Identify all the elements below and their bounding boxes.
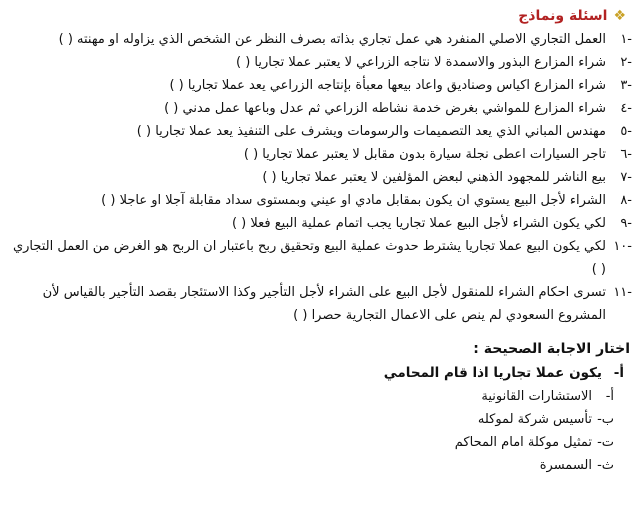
question-item <box>6 235 632 281</box>
mcq-options <box>6 385 632 477</box>
question-text: شراء المزارع للمواشي بغرض خدمة نشاطه الزراعي ثم عدل وباعها عمل مدني ( ) <box>164 101 606 116</box>
option-text: الاستشارات القانونية <box>481 389 592 404</box>
question-number: -٦ <box>620 147 632 162</box>
question-item <box>6 97 632 120</box>
multiple-choice-section <box>6 337 632 477</box>
question-item <box>6 281 632 327</box>
question-text: تسرى احكام الشراء للمنقول لأجل البيع على الشراء لأجل التأجير وكذا الاستئجار بقصد التأجير بالقياس لأن المشروع السعودي لم ينص على الاعمال التجارية حصرا ( ) <box>42 285 606 323</box>
title-row <box>6 4 632 28</box>
question-item <box>6 28 632 51</box>
question-number: -٤ <box>620 101 632 116</box>
true-false-questions <box>6 28 632 327</box>
question-text: الشراء لأجل البيع يستوي ان يكون بمقابل مادي او عيني وبمستوى سداد مقابلة آجلا او عاجلا ( ) <box>101 193 606 208</box>
option-letter: أ- <box>605 389 614 404</box>
page-title: اسئلة ونماذج <box>518 8 608 24</box>
question-item <box>6 166 632 189</box>
question-text: مهندس المباني الذي يعد التصميمات والرسومات ويشرف على التنفيذ يعد عملا تجاريا ( ) <box>136 124 606 139</box>
question-text: لكي يكون الشراء لأجل البيع عملا تجاريا يجب اتمام عملية البيع فعلا ( ) <box>231 216 606 231</box>
question-number: -٧ <box>620 170 632 185</box>
option-text: تأسيس شركة لموكله <box>477 412 592 427</box>
question-number: -١١ <box>613 285 632 300</box>
question-text: العمل التجاري الاصلي المنفرد هي عمل تجاري بذاته بصرف النظر عن الشخص الذي يزاوله او مهنته ( ) <box>58 32 606 47</box>
question-text: لكي يكون البيع عملا تجاريا يشترط حدوث عملية البيع وتحقيق ربح باعتبار ان الربح هو الغرض من العمل التجاري ( ) <box>12 239 606 277</box>
question-number: -١٠ <box>613 239 632 254</box>
question-number: -٢ <box>620 55 632 70</box>
question-text: بيع الناشر للمجهود الذهني لبعض المؤلفين لا يعتبر عملا تجاريا ( ) <box>262 170 606 185</box>
question-number: -٩ <box>620 216 632 231</box>
option-text: السمسرة <box>539 458 592 473</box>
question-number: -٨ <box>620 193 632 208</box>
question-text: شراء المزارع اكياس وصناديق واعاد بيعها معبأة بإنتاجه الزراعي يعد عملا تجاريا ( ) <box>169 78 606 93</box>
mcq-option <box>6 431 614 454</box>
question-item <box>6 120 632 143</box>
mcq-option <box>6 408 614 431</box>
question-item <box>6 189 632 212</box>
question-number: -٣ <box>620 78 632 93</box>
question-text: شراء المزارع البذور والاسمدة لا نتاجه الزراعي لا يعتبر عملا تجاريا ( ) <box>236 55 606 70</box>
diamond-bullet-icon: ❖ <box>613 8 626 24</box>
question-item <box>6 143 632 166</box>
question-number: -٥ <box>620 124 632 139</box>
question-text: تاجر السيارات اعطى نجلة سيارة بدون مقابل لا يعتبر عملا تجاريا ( ) <box>243 147 606 162</box>
option-text: تمثيل موكلة امام المحاكم <box>454 435 592 450</box>
document-page <box>6 4 632 506</box>
mcq-option <box>6 454 614 477</box>
mcq-question-letter: أ- <box>613 365 624 381</box>
mcq-question-text: يكون عملا تجاريا اذا قام المحامي <box>383 365 602 381</box>
mcq-option <box>6 385 614 408</box>
option-letter: ث- <box>597 458 614 473</box>
question-item <box>6 74 632 97</box>
option-letter: ت- <box>597 435 614 450</box>
question-number: -١ <box>620 32 632 47</box>
question-item <box>6 212 632 235</box>
question-item <box>6 51 632 74</box>
section-title: اختار الاجابة الصحيحة : <box>473 341 630 357</box>
option-letter: ب- <box>597 412 614 427</box>
mcq-question <box>6 361 632 385</box>
